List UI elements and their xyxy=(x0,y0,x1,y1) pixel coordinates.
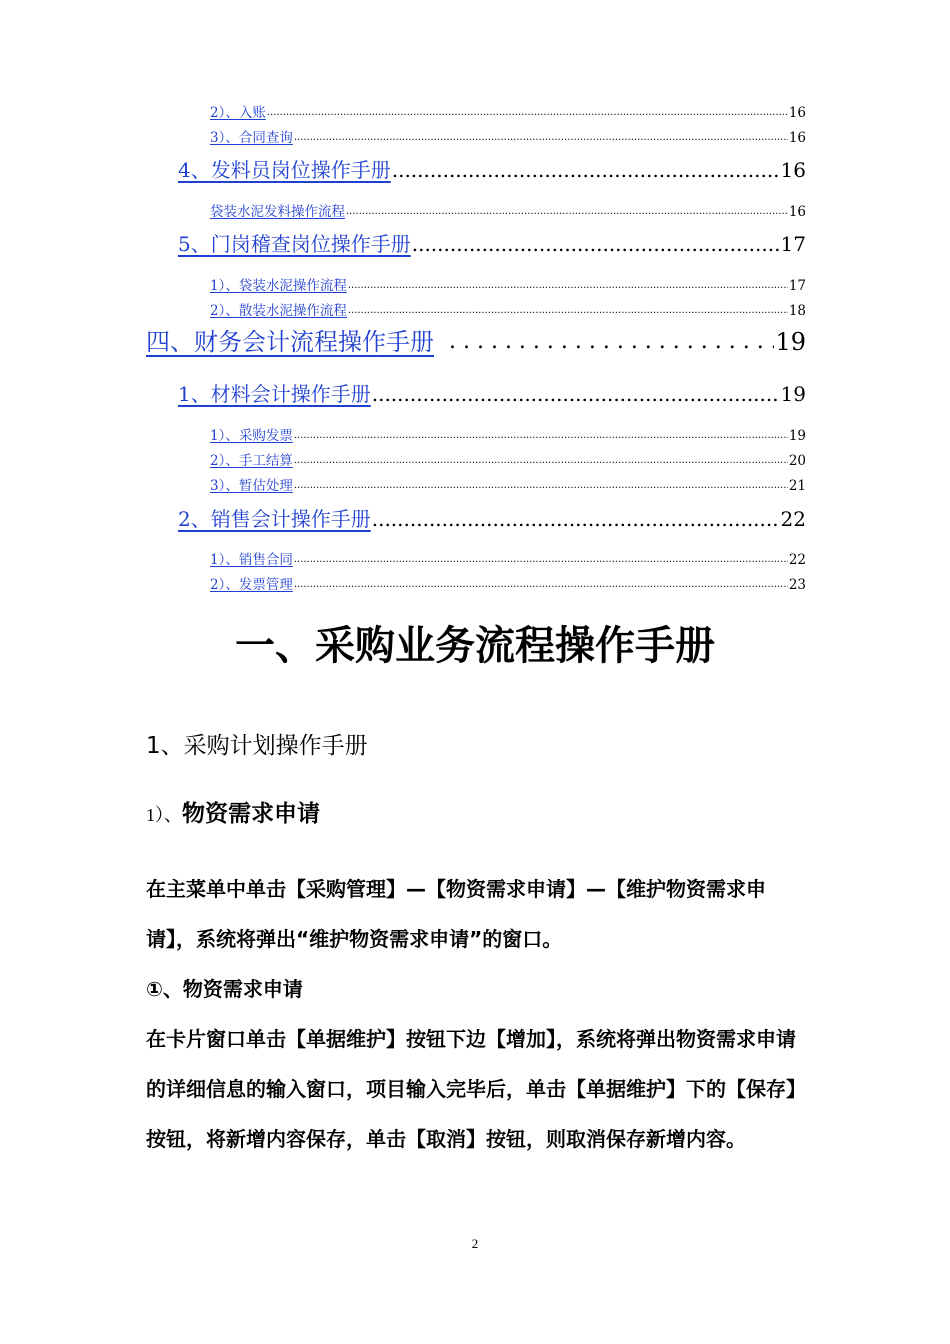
toc-link[interactable]: 1）、销售合同 xyxy=(210,552,293,568)
toc-leader xyxy=(294,452,788,470)
toc-leader xyxy=(412,231,780,257)
toc-page-number: 18 xyxy=(788,303,806,319)
section-title: 1、采购计划操作手册 xyxy=(146,733,368,759)
toc-entry[interactable] xyxy=(210,576,806,594)
toc-link[interactable]: 1）、袋装水泥操作流程 xyxy=(210,278,347,294)
toc-page-number: 16 xyxy=(788,204,806,220)
toc-entry[interactable] xyxy=(210,477,806,495)
toc-page-number: 16 xyxy=(788,105,806,121)
toc-leader xyxy=(392,157,780,183)
toc-leader xyxy=(294,129,788,147)
body-paragraph: 在卡片窗口单击【单据维护】按钮下边【增加】，系统将弹出物资需求申请的详细信息的输入窗口，项目输入完毕后，单击【单据维护】下的【保存】按钮，将新增内容保存，单击【取消】按钮，则取消保存新增内容。 xyxy=(146,1027,806,1151)
toc-entry[interactable] xyxy=(210,302,806,320)
toc-page-number: 21 xyxy=(788,478,806,494)
toc-page-number: 17 xyxy=(780,232,806,256)
toc-leader xyxy=(372,506,780,532)
toc-page-number: 19 xyxy=(775,328,806,356)
toc-entry[interactable] xyxy=(178,157,806,183)
toc-link[interactable]: 3）、暂估处理 xyxy=(210,478,293,494)
toc-entry[interactable] xyxy=(210,203,806,221)
toc-link[interactable]: 1、材料会计操作手册 xyxy=(178,382,371,406)
toc-link[interactable]: 3）、合同查询 xyxy=(210,130,293,146)
toc-link[interactable]: 四、财务会计流程操作手册 xyxy=(146,328,434,356)
toc-leader xyxy=(348,277,788,295)
toc-link[interactable]: 2）、发票管理 xyxy=(210,577,293,593)
toc-entry[interactable] xyxy=(178,381,806,407)
toc-link[interactable]: 5、门岗稽查岗位操作手册 xyxy=(178,232,411,256)
toc-link[interactable]: 2、销售会计操作手册 xyxy=(178,507,371,531)
toc-leader xyxy=(372,381,780,407)
toc-entry[interactable] xyxy=(210,551,806,569)
toc-entry[interactable] xyxy=(178,231,806,257)
toc-link[interactable]: 2）、散装水泥操作流程 xyxy=(210,303,347,319)
subsection-number: 1）、 xyxy=(146,805,182,825)
toc-entry[interactable] xyxy=(146,327,806,357)
toc-page-number: 16 xyxy=(780,158,806,182)
step-heading: ①、物资需求申请 xyxy=(146,977,303,1001)
toc-entry[interactable] xyxy=(210,277,806,295)
toc-link[interactable]: 4、发料员岗位操作手册 xyxy=(178,158,391,182)
toc-page-number: 22 xyxy=(788,552,806,568)
toc-page-number: 19 xyxy=(780,382,806,406)
toc-link[interactable]: 2）、入账 xyxy=(210,105,266,121)
toc-page-number: 22 xyxy=(780,507,806,531)
toc-leader xyxy=(348,302,788,320)
toc-entry[interactable] xyxy=(210,104,806,122)
toc-leader xyxy=(294,427,788,445)
toc-entry[interactable] xyxy=(210,452,806,470)
page-number: 2 xyxy=(471,1236,479,1251)
toc-link[interactable]: 2）、手工结算 xyxy=(210,453,293,469)
subsection-title xyxy=(146,798,320,831)
toc-leader xyxy=(435,327,774,357)
toc-leader xyxy=(267,104,788,122)
toc-link[interactable]: 袋装水泥发料操作流程 xyxy=(210,204,345,220)
toc-page-number: 17 xyxy=(788,278,806,294)
toc-link[interactable]: 1）、采购发票 xyxy=(210,428,293,444)
toc-page-number: 19 xyxy=(788,428,806,444)
chapter-title: 一、采购业务流程操作手册 xyxy=(235,623,715,669)
toc-page-number: 23 xyxy=(788,577,806,593)
subsection-text: 物资需求申请 xyxy=(182,801,320,827)
toc-entry[interactable] xyxy=(178,506,806,532)
toc-entry[interactable] xyxy=(210,129,806,147)
toc-leader xyxy=(294,477,788,495)
toc-page-number: 16 xyxy=(788,130,806,146)
toc-leader xyxy=(294,576,788,594)
toc-entry[interactable] xyxy=(210,427,806,445)
toc-leader xyxy=(346,203,788,221)
body-paragraph: 在主菜单中单击【采购管理】—【物资需求申请】—【维护物资需求申请】，系统将弹出“维护物资需求申请”的窗口。 xyxy=(146,877,766,951)
toc-page-number: 20 xyxy=(788,453,806,469)
toc-leader xyxy=(294,551,788,569)
